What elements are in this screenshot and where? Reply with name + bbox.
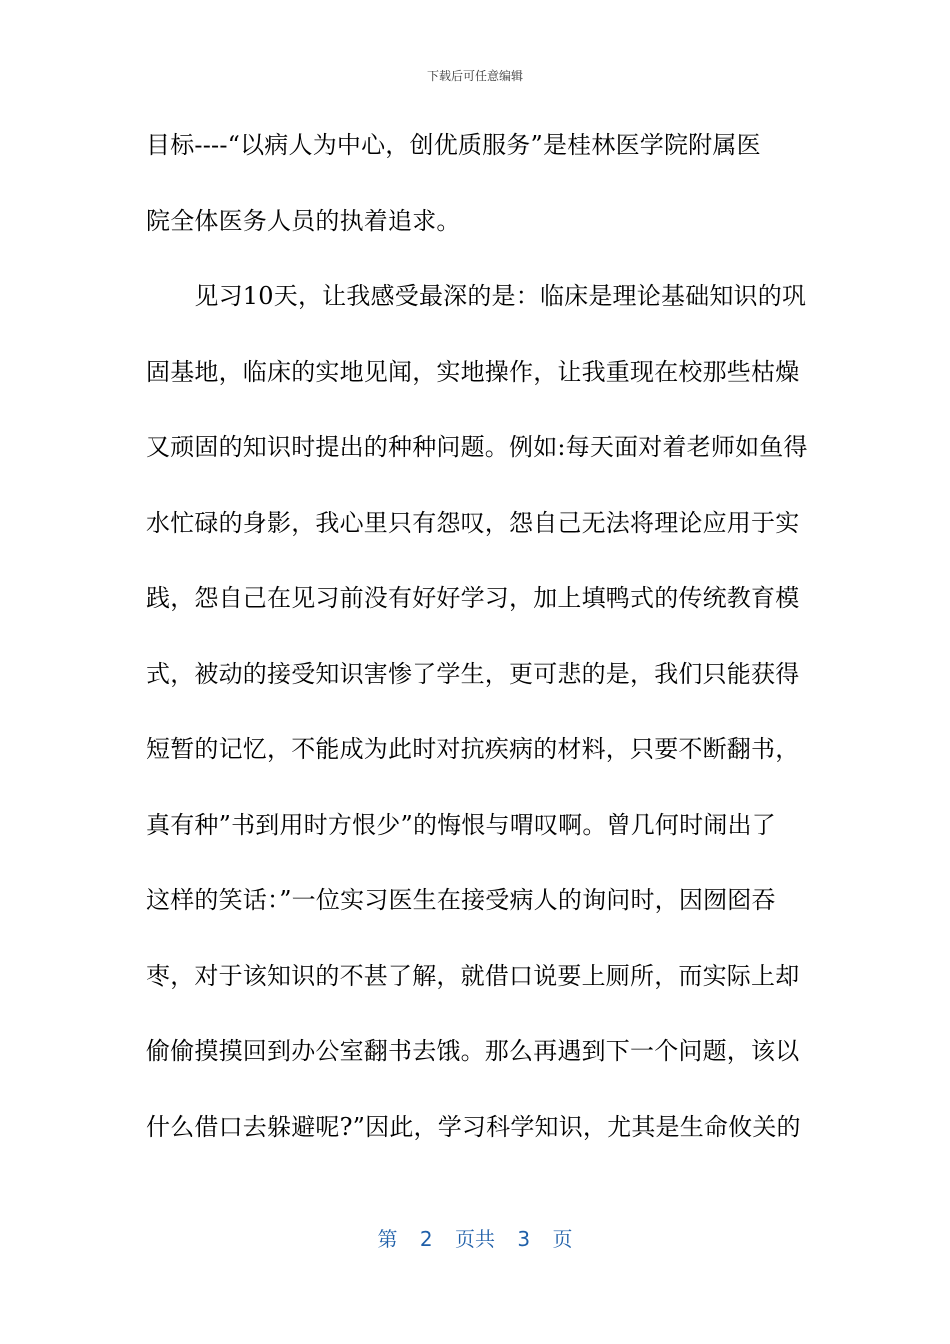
footer-total-pages: 3: [517, 1227, 531, 1251]
page-footer: [0, 1225, 950, 1253]
text-line: 偷偷摸摸回到办公室翻书去饿。那么再遇到下一个问题，该以: [146, 1037, 800, 1065]
text-line: 枣，对于该知识的不甚了解，就借口说要上厕所，而实际上却: [146, 961, 800, 990]
text-line: 什么借口去躲避呢?”因此，学习科学知识，尤其是生命攸关的: [146, 1112, 801, 1141]
text-line: 践，怨自己在见习前没有好好学习，加上填鸭式的传统教育模: [146, 584, 800, 612]
text-line: 目标----“以病人为中心，创优质服务”是桂林医学院附属医: [146, 131, 761, 159]
footer-label-di: 第: [377, 1227, 398, 1251]
text-line: 真有种”书到用时方恨少”的悔恨与喟叹啊。曾几何时闹出了: [146, 810, 776, 839]
text-line: 院全体医务人员的执着追求。: [146, 206, 461, 235]
footer-current-page: 2: [419, 1227, 433, 1251]
footer-label-ye: 页: [552, 1227, 573, 1251]
document-body: [146, 125, 806, 1182]
text-line: 见习10天，让我感受最深的是：临床是理论基础知识的巩: [146, 282, 807, 310]
text-line: 固基地，临床的实地见闻，实地操作，让我重现在校那些枯燥: [146, 357, 800, 386]
text-line: 水忙碌的身影，我心里只有怨叹，怨自己无法将理论应用于实: [146, 508, 800, 537]
text-line: 短暂的记忆，不能成为此时对抗疾病的材料，只要不断翻书，: [146, 735, 800, 763]
text-line: 这样的笑话：”一位实习医生在接受病人的询问时，因囫囵吞: [146, 886, 776, 914]
text-line: 式，被动的接受知识害惨了学生，更可悲的是，我们只能获得: [146, 659, 800, 688]
footer-label-ye-gong: 页共: [455, 1227, 495, 1251]
page-header-note: 下载后可任意编辑: [426, 69, 523, 83]
text-line: 又顽固的知识时提出的种种问题。例如:每天面对着老师如鱼得: [146, 433, 808, 461]
